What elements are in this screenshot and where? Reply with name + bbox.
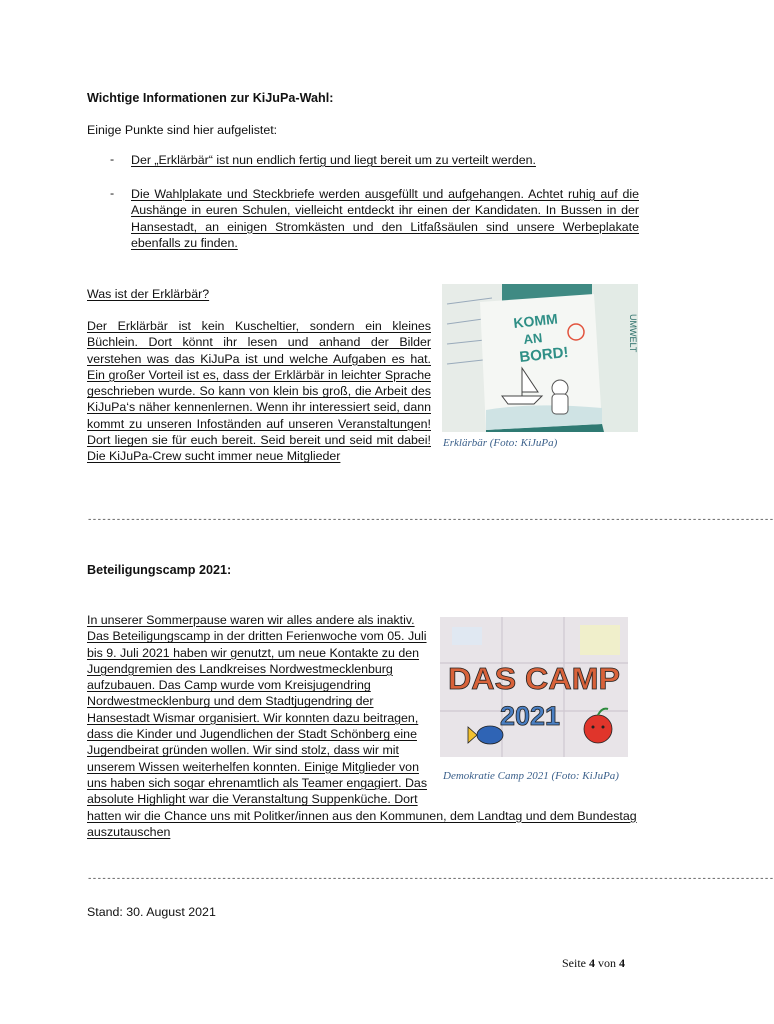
section-heading-beteiligungscamp: Beteiligungscamp 2021: — [87, 563, 232, 577]
camp-line: bis 9. Juli 2021 haben wir genutzt, um neue Kontakte zu den — [87, 645, 420, 660]
camp-caption: Demokratie Camp 2021 (Foto: KiJuPa) — [443, 770, 619, 782]
photo-text-an: AN — [522, 330, 543, 347]
camp-line: Das Beteiligungscamp in der dritten Ferienwoche vom 05. Juli — [87, 629, 427, 644]
stand-date: Stand: 30. August 2021 — [87, 905, 216, 919]
intro-text: Einige Punkte sind hier aufgelistet: — [87, 123, 278, 137]
camp-line: dass die Kinder und Jugendlichen der Stadt Schönberg eine — [87, 727, 417, 742]
photo-text-bord: BORD! — [518, 343, 570, 366]
camp-line: Hansestadt Wismar organisiert. Wir konnten dazu beitragen, — [87, 710, 419, 725]
camp-line: uns haben sich sogar ehrenamtlich als Teamer engagiert. Das — [87, 775, 428, 790]
camp-line: absolute Highlight war die Veranstaltung Suppenküche. Dort — [87, 792, 418, 807]
photo-text-komm: KOMM — [512, 310, 559, 331]
bullet-item: Die Wahlplakate und Steckbriefe werden ausgefüllt und aufgehangen. Achtet ruhig auf die Aushänge in euren Schulen, vielleicht entdeckt ihr einen der Kandidaten. In Bussen in der Hansestadt, an einigen Stromkästen und den Litfaßsäulen sind unsere Werbeplakate ebenfalls zu finden. — [131, 187, 639, 250]
page-number: Seite 4 von 4 — [562, 956, 625, 970]
divider: ----------------------------------------------------------------------------------------------------------------------------------------------- — [87, 515, 774, 525]
camp-line: unserem Wissen weiterhelfen konnten. Einige Mitglieder von — [87, 759, 419, 774]
camp-line: aufzubauen. Das Camp wurde vom Kreisjugendring — [87, 678, 371, 693]
fish-icon — [477, 726, 503, 744]
bullet-item: Der „Erklärbär“ ist nun endlich fertig und liegt bereit um zu verteilt werden. — [131, 153, 536, 167]
photo-side-text: UMWELT — [628, 314, 638, 353]
camp-line: auszutauschen — [87, 824, 171, 839]
erklaerbaer-photo — [442, 284, 638, 432]
camp-photo — [440, 617, 628, 757]
bullet-dash: - — [110, 152, 115, 166]
camp-line: In unserer Sommerpause waren wir alles andere als inaktiv. — [87, 613, 415, 627]
apple-icon — [584, 715, 612, 743]
camp-line: Jugendbeirat gründen wollen. Wir sind stolz, dass wir mit — [87, 743, 399, 758]
erklaerbaer-caption: Erklärbär (Foto: KiJuPa) — [443, 437, 558, 449]
divider: ----------------------------------------------------------------------------------------------------------------------------------------------- — [87, 874, 774, 884]
camp-photo-year: 2021 — [500, 701, 561, 731]
camp-line: hatten wir die Chance uns mit Politker/innen aus den Kommunen, dem Landtag und dem Bundestag — [87, 808, 637, 823]
camp-photo-text: DAS CAMP — [448, 661, 620, 696]
bullet-dash: - — [110, 186, 115, 200]
erklaerbaer-question: Was ist der Erklärbär? — [87, 287, 210, 301]
erklaerbaer-paragraph: Der Erklärbär ist kein Kuscheltier, sondern ein kleines Büchlein. Dort könnt ihr lesen und anhand der Bilder verstehen was das KiJuPa ist und welche Aufgaben es hat. Ein großer Vorteil ist es, dass der Erklärbär in leichter Sprache geschrieben wurde. So kann von klein bis groß, die Arbeit des KiJuPa‘s näher kennenlernen. Wenn ihr interessiert seid, dann kommt zu unseren Infoständen auf unseren Veranstaltungen! Dort liegen sie für euch bereit. Seid bereit und seid mit dabei! Die KiJuPa-Crew sucht immer neue Mitglieder — [87, 319, 431, 464]
camp-line: Nordwestmecklenburg und dem Stadtjugendring der — [87, 694, 374, 709]
camp-line: Jugendgremien des Landkreises Nordwestmecklenburg — [87, 661, 393, 676]
section-heading-kijupa-wahl: Wichtige Informationen zur KiJuPa-Wahl: — [87, 91, 334, 105]
